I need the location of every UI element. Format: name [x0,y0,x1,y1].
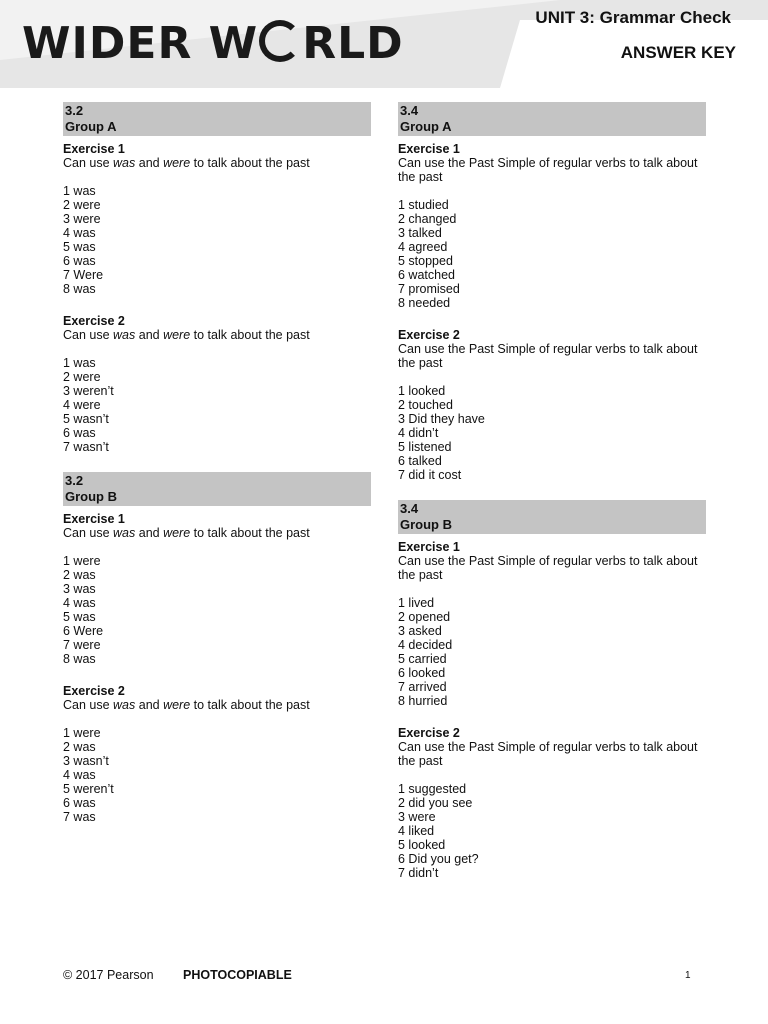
photocopiable-label: PHOTOCOPIABLE [183,968,292,982]
wider-world-logo [22,18,404,69]
exercise-block [63,512,371,666]
answer-list [398,596,706,708]
unit-title: UNIT 3: Grammar Check [535,8,731,27]
exercise-description [63,156,371,170]
answer-item: 1 studied [398,198,449,212]
logo-text-start: WIDER W [22,18,259,69]
answer-item: 2 did you see [398,796,473,810]
desc-text: and [135,526,164,540]
answer-item: 2 opened [398,610,451,624]
answer-list [398,782,706,880]
logo-o-mark-icon [259,20,301,62]
desc-keyword: were [163,526,191,540]
answer-item: 2 were [63,370,101,384]
answer-section [63,102,371,454]
exercise-title: Exercise 2 [63,314,125,328]
desc-text: Can use [63,526,114,540]
answer-item: 8 needed [398,296,451,310]
exercise-title: Exercise 2 [398,726,460,740]
desc-keyword: were [163,698,191,712]
answer-item: 7 promised [398,282,460,296]
answer-item: 3 was [63,582,96,596]
exercise-description: Can use the Past Simple of regular verbs to talk about the past [398,156,698,184]
exercise-block [63,142,371,296]
group-label: Group A [400,119,452,134]
desc-keyword: were [163,156,191,170]
desc-text: Can use [63,156,114,170]
exercise-description [63,328,371,342]
exercise-description [63,526,371,540]
group-label: Group A [65,119,117,134]
desc-text: and [135,156,164,170]
exercise-description: Can use the Past Simple of regular verbs to talk about the past [398,554,698,582]
answer-key-label: ANSWER KEY [620,43,736,62]
exercise-block [63,314,371,454]
desc-text: to talk about the past [190,526,310,540]
answer-section [398,500,706,880]
answer-item: 7 did it cost [398,468,462,482]
answer-item: 7 didn’t [398,866,439,880]
answer-item: 1 was [63,356,96,370]
answer-list [63,356,371,454]
answer-item: 3 wasn’t [63,754,109,768]
answer-item: 6 talked [398,454,442,468]
answer-item: 6 watched [398,268,455,282]
answer-item: 3 talked [398,226,442,240]
answer-item: 7 arrived [398,680,447,694]
section-number: 3.2 [65,103,84,118]
answer-item: 3 weren’t [63,384,114,398]
exercise-description: Can use the Past Simple of regular verbs to talk about the past [398,740,698,768]
desc-keyword: was [113,526,136,540]
desc-text: and [135,328,164,342]
answer-item: 1 were [63,726,101,740]
answer-item: 4 decided [398,638,453,652]
desc-keyword: was [113,156,136,170]
group-label: Group B [400,517,452,532]
answer-item: 2 was [63,740,96,754]
desc-text: and [135,698,164,712]
section-number: 3.4 [400,103,419,118]
answer-section [63,472,371,824]
answer-item: 5 wasn’t [63,412,109,426]
page-header [0,0,768,90]
desc-text: Can use [63,328,114,342]
answer-item: 1 was [63,184,96,198]
answer-list [398,384,706,482]
exercise-title: Exercise 1 [63,142,125,156]
answer-item: 6 looked [398,666,446,680]
answer-item: 5 was [63,610,96,624]
logo-text-end: RLD [302,18,404,69]
answer-item: 8 was [63,652,96,666]
exercise-title: Exercise 1 [398,540,460,554]
desc-keyword: was [113,328,136,342]
desc-text: to talk about the past [190,698,310,712]
section-header [398,500,706,534]
section-number: 3.4 [400,501,419,516]
answer-item: 4 was [63,226,96,240]
answer-item: 4 liked [398,824,435,838]
exercise-block [398,726,706,880]
exercise-title: Exercise 1 [63,512,125,526]
desc-text: to talk about the past [190,328,310,342]
desc-text: to talk about the past [190,156,310,170]
answer-item: 1 looked [398,384,446,398]
answer-item: 4 didn’t [398,426,439,440]
right-column [398,102,706,898]
exercise-title: Exercise 2 [398,328,460,342]
desc-text: Can use [63,698,114,712]
answer-item: 6 Did you get? [398,852,479,866]
answer-item: 4 were [63,398,101,412]
answer-item: 2 was [63,568,96,582]
answer-item: 1 suggested [398,782,467,796]
answer-list [63,184,371,296]
answer-item: 6 was [63,254,96,268]
answer-item: 7 was [63,810,96,824]
desc-keyword: were [163,328,191,342]
answer-item: 7 Were [63,268,104,282]
section-number: 3.2 [65,473,84,488]
exercise-description: Can use the Past Simple of regular verbs to talk about the past [398,342,698,370]
answer-item: 3 were [398,810,436,824]
answer-item: 5 weren’t [63,782,114,796]
answer-item: 2 touched [398,398,453,412]
answer-list [63,726,371,824]
answer-section [398,102,706,482]
answer-item: 8 was [63,282,96,296]
answer-item: 5 carried [398,652,447,666]
answer-item: 5 stopped [398,254,453,268]
exercise-block [63,684,371,824]
exercise-description [63,698,371,712]
exercise-title: Exercise 1 [398,142,460,156]
answer-item: 4 agreed [398,240,448,254]
answer-item: 4 was [63,768,96,782]
answer-item: 6 was [63,796,96,810]
answer-item: 2 were [63,198,101,212]
copyright-text: © 2017 Pearson [63,968,154,982]
answer-item: 3 were [63,212,101,226]
answer-item: 1 lived [398,596,435,610]
section-header [63,472,371,506]
answer-item: 1 were [63,554,101,568]
answer-item: 7 were [63,638,101,652]
answer-item: 7 wasn’t [63,440,109,454]
answer-item: 8 hurried [398,694,448,708]
answer-item: 5 looked [398,838,446,852]
answer-list [63,554,371,666]
answer-item: 6 was [63,426,96,440]
section-header [63,102,371,136]
page-number: 1 [685,970,691,981]
exercise-block [398,540,706,708]
answer-item: 3 asked [398,624,442,638]
left-column [63,102,371,842]
answer-item: 2 changed [398,212,457,226]
answer-item: 5 was [63,240,96,254]
section-header [398,102,706,136]
exercise-title: Exercise 2 [63,684,125,698]
answer-item: 4 was [63,596,96,610]
answer-item: 3 Did they have [398,412,485,426]
group-label: Group B [65,489,117,504]
answer-item: 6 Were [63,624,104,638]
exercise-block [398,328,706,482]
answer-list [398,198,706,310]
answer-item: 5 listened [398,440,452,454]
exercise-block [398,142,706,310]
desc-keyword: was [113,698,136,712]
